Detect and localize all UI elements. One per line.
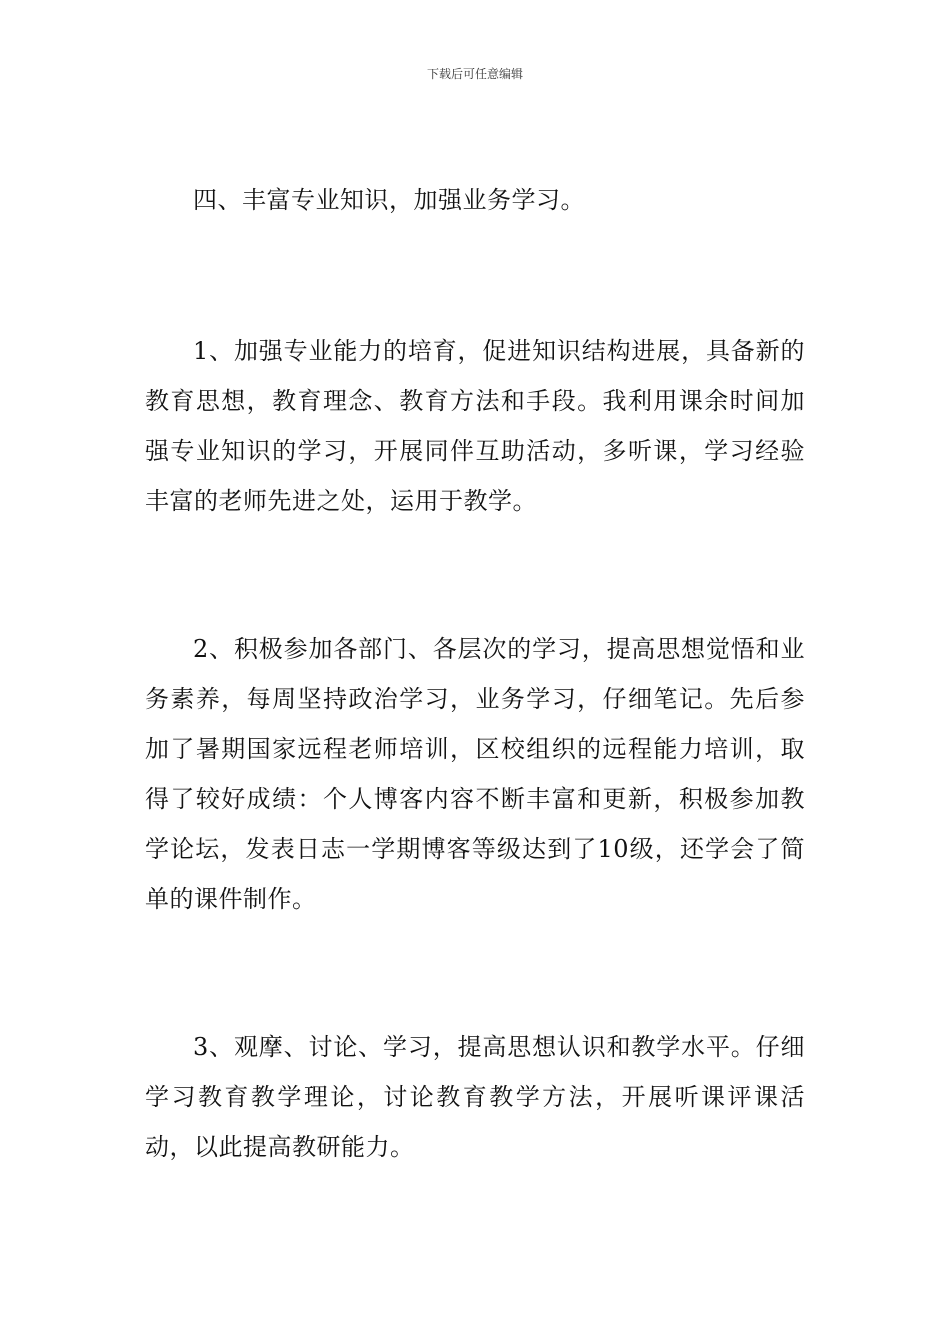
paragraph-2: 2、积极参加各部门、各层次的学习，提高思想觉悟和业务素养，每周坚持政治学习，业务学习，仔细笔记。先后参加了暑期国家远程老师培训，区校组织的远程能力培训，取得了较好成绩：个人博客内容不断丰富和更新，积极参加教学论坛，发表日志一学期博客等级达到了10级，还学会了简单的课件制作。 [145,635,805,913]
paragraph-1: 1、加强专业能力的培育，促进知识结构进展，具备新的教育思想，教育理念、教育方法和手段。我利用课余时间加强专业知识的学习，开展同伴互助活动，多听课，学习经验丰富的老师先进之处，运用于教学。 [145,337,805,515]
header-note: 下载后可任意编辑 [426,67,523,81]
section-heading: 四、丰富专业知识，加强业务学习。 [193,186,585,214]
paragraph-3: 3、观摩、讨论、学习，提高思想认识和教学水平。仔细学习教育教学理论，讨论教育教学方法，开展听课评课活动，以此提高教研能力。 [145,1033,805,1161]
